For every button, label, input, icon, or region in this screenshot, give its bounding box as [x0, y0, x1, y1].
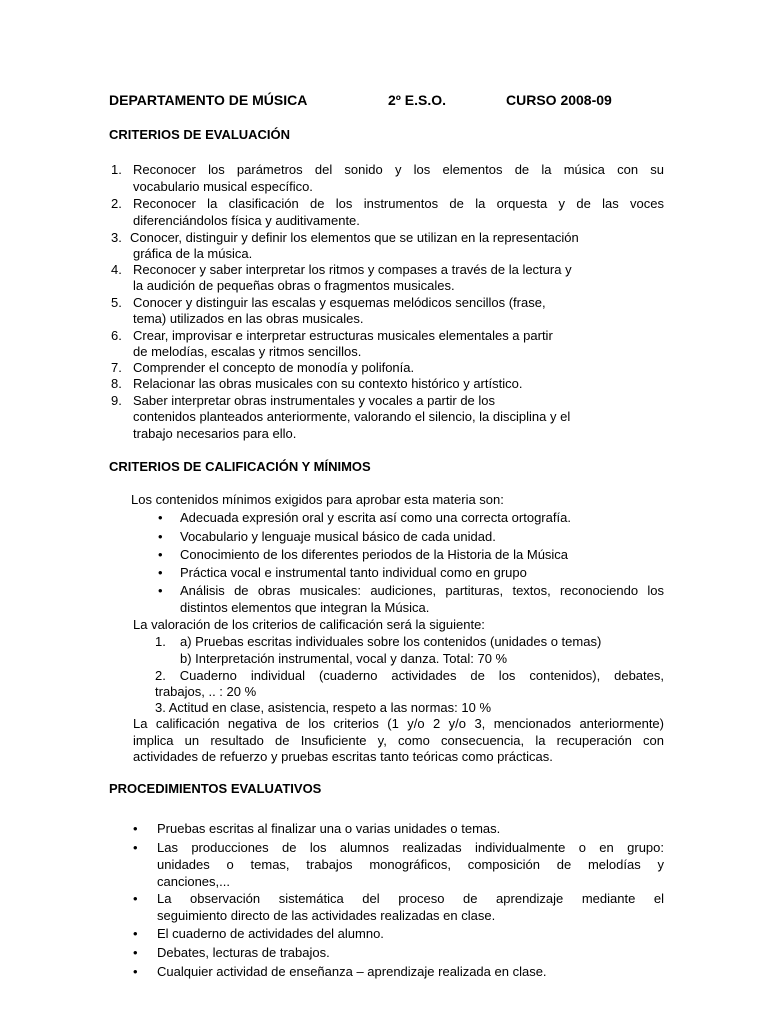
item-line: trabajo necesarios para ello.	[133, 426, 297, 441]
criterion-1a: a) Pruebas escritas individuales sobre los contenidos (unidades o temas)	[180, 634, 602, 649]
department-title: DEPARTAMENTO DE MÚSICA	[109, 92, 308, 108]
list-item: El cuaderno de actividades del alumno.	[157, 926, 384, 941]
item-number: 7.	[111, 360, 122, 375]
course-label: CURSO 2008-09	[506, 92, 612, 108]
bullet-icon: •	[158, 583, 163, 598]
valoracion-text: La valoración de los criterios de calificación será la siguiente:	[133, 617, 485, 632]
bullet-icon: •	[158, 547, 163, 562]
level-label: 2º E.S.O.	[388, 92, 447, 108]
criterion-3: 3. Actitud en clase, asistencia, respeto a las normas: 10 %	[155, 700, 492, 715]
item-line: contenidos planteados anteriormente, valorando el silencio, la disciplina y el	[133, 409, 571, 424]
bullet-icon: •	[133, 891, 138, 906]
item-number: 5.	[111, 295, 122, 310]
section-title-procedimientos: PROCEDIMIENTOS EVALUATIVOS	[109, 781, 322, 796]
item-number: 2.	[111, 196, 122, 211]
criterion-2: 2. Cuaderno individual (cuaderno actividades de los contenidos), debates,	[155, 668, 664, 683]
list-item-continuation: unidades o temas, trabajos monográficos, composición de melodías y	[157, 857, 664, 872]
criterion-2-continuation: trabajos, .. : 20 %	[155, 684, 257, 699]
item-line: Comprender el concepto de monodía y polifonía.	[133, 360, 415, 375]
negativa-line: actividades de refuerzo y pruebas escritas tanto teóricas como prácticas.	[133, 749, 553, 764]
item-number: 6.	[111, 328, 122, 343]
bullet-icon: •	[133, 964, 138, 979]
item-number: 1.	[111, 162, 122, 177]
list-item: Debates, lecturas de trabajos.	[157, 945, 330, 960]
item-number: 3.	[111, 230, 122, 245]
list-item: Vocabulario y lenguaje musical básico de cada unidad.	[180, 529, 496, 544]
criterion-number: 1.	[155, 634, 166, 649]
item-number: 8.	[111, 376, 122, 391]
bullet-icon: •	[133, 945, 138, 960]
item-line: de melodías, escalas y ritmos sencillos.	[133, 344, 362, 359]
list-item: La observación sistemática del proceso de aprendizaje mediante el	[157, 891, 664, 906]
item-line: la audición de pequeñas obras o fragmentos musicales.	[133, 278, 455, 293]
item-number: 4.	[111, 262, 122, 277]
criterion-1b: b) Interpretación instrumental, vocal y danza. Total: 70 %	[180, 651, 508, 666]
item-line: gráfica de la música.	[133, 246, 253, 261]
list-item: Conocimiento de los diferentes periodos de la Historia de la Música	[180, 547, 569, 562]
item-line: tema) utilizados en las obras musicales.	[133, 311, 364, 326]
intro-text: Los contenidos mínimos exigidos para aprobar esta materia son:	[131, 492, 504, 507]
bullet-icon: •	[133, 926, 138, 941]
list-item: Pruebas escritas al finalizar una o varias unidades o temas.	[157, 821, 501, 836]
item-line: Relacionar las obras musicales con su contexto histórico y artístico.	[133, 376, 523, 391]
section-title-criterios-evaluacion: CRITERIOS DE EVALUACIÓN	[109, 127, 291, 142]
bullet-icon: •	[158, 510, 163, 525]
bullet-icon: •	[158, 565, 163, 580]
bullet-icon: •	[133, 821, 138, 836]
item-line: Crear, improvisar e interpretar estructuras musicales elementales a partir	[133, 328, 553, 343]
item-line: diferenciándolos física y auditivamente.	[133, 213, 360, 228]
negativa-line: La calificación negativa de los criterios (1 y/o 2 y/o 3, mencionados anteriormente)	[133, 716, 664, 731]
item-line: Reconocer los parámetros del sonido y los elementos de la música con su	[133, 162, 664, 177]
item-line: Saber interpretar obras instrumentales y vocales a partir de los	[133, 393, 496, 408]
list-item: Las producciones de los alumnos realizadas individualmente o en grupo:	[157, 840, 664, 855]
item-line: Conocer, distinguir y definir los elementos que se utilizan en la representación	[130, 230, 579, 245]
item-number: 9.	[111, 393, 122, 408]
item-line: Reconocer y saber interpretar los ritmos y compases a través de la lectura y	[133, 262, 572, 277]
list-item: Adecuada expresión oral y escrita así como una correcta ortografía.	[180, 510, 571, 525]
list-item: Análisis de obras musicales: audiciones, partituras, textos, reconociendo los	[180, 583, 664, 598]
section-title-calificacion: CRITERIOS DE CALIFICACIÓN Y MÍNIMOS	[109, 459, 371, 474]
item-line: Conocer y distinguir las escalas y esquemas melódicos sencillos (frase,	[133, 295, 546, 310]
list-item: Cualquier actividad de enseñanza – aprendizaje realizada en clase.	[157, 964, 547, 979]
item-line: vocabulario musical específico.	[133, 179, 313, 194]
list-item-continuation: seguimiento directo de las actividades realizadas en clase.	[157, 908, 496, 923]
negativa-line: implica un resultado de Insuficiente y, como consecuencia, la recuperación con	[133, 733, 664, 748]
list-item-continuation: canciones,...	[157, 874, 230, 889]
list-item-continuation: distintos elementos que integran la Música.	[180, 600, 430, 615]
bullet-icon: •	[158, 529, 163, 544]
list-item: Práctica vocal e instrumental tanto individual como en grupo	[180, 565, 527, 580]
item-line: Reconocer la clasificación de los instrumentos de la orquesta y de las voces	[133, 196, 664, 211]
bullet-icon: •	[133, 840, 138, 855]
